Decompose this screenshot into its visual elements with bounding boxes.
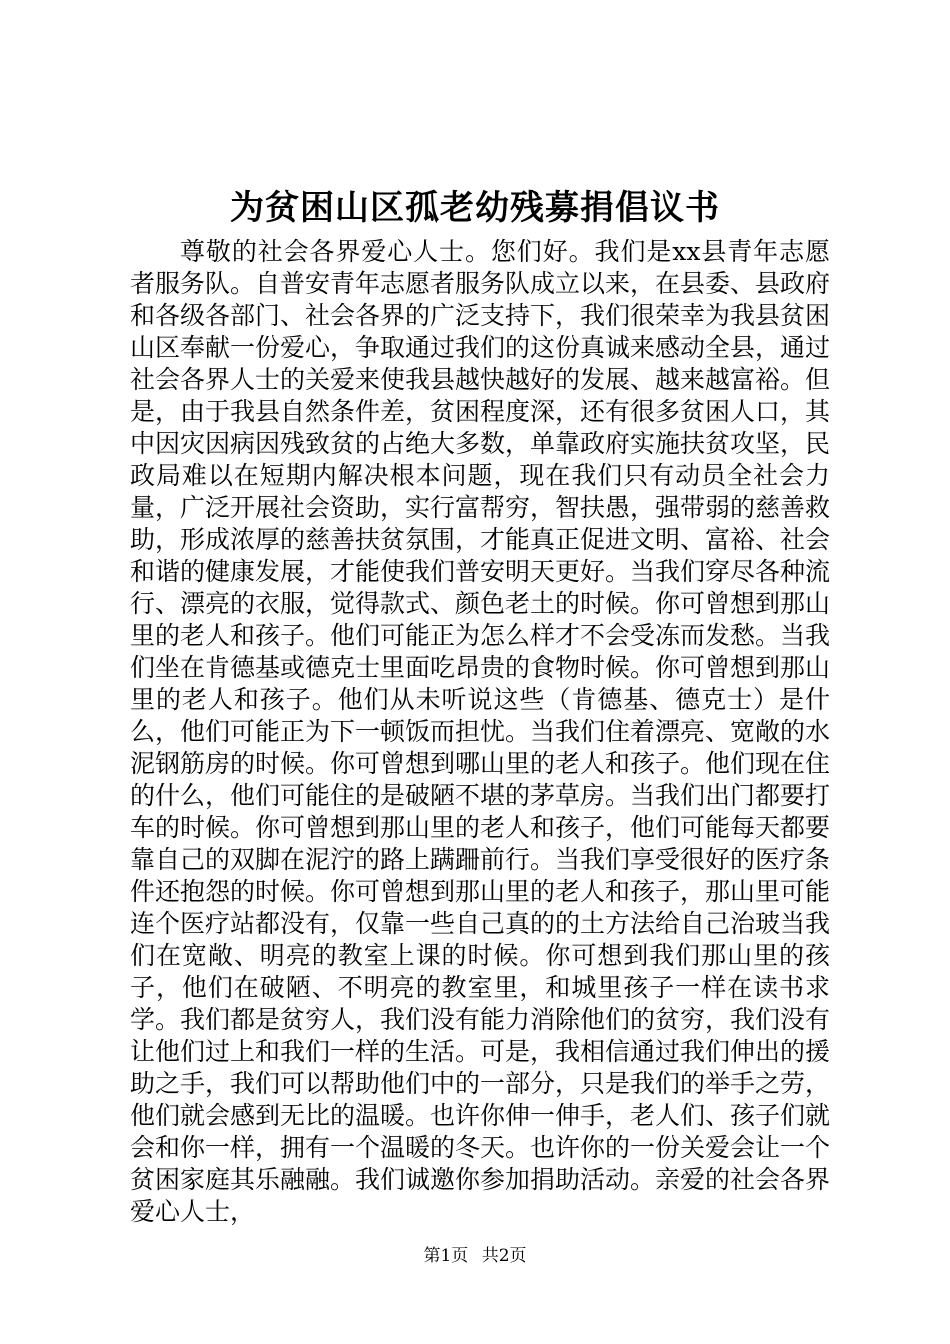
page-footer [0,1244,950,1268]
page-number-current: 第1页 [423,1246,469,1266]
document-title: 为贫困山区孤老幼残募捐倡议书 [230,188,720,228]
page-number-total: 共2页 [481,1246,527,1266]
document-body: 尊敬的社会各界爱心人士。您们好。我们是xx县青年志愿者服务队。自普安青年志愿者服务队成立以来，在县委、县政府和各级各部门、社会各界的广泛支持下，我们很荣幸为我县贫困山区奉献一份爱心，争取通过我们的这份真诚来感动全县，通过社会各界人士的关爱来使我县越快越好的发展、越来越富裕。但是，由于我县自然条件差，贫困程度深，还有很多贫困人口，其中因灾因病因残致贫的占绝大多数，单靠政府实施扶贫攻坚，民政局难以在短期内解决根本问题，现在我们只有动员全社会力量，广泛开展社会资助，实行富帮穷，智扶愚，强带弱的慈善救助，形成浓厚的慈善扶贫氛围，才能真正促进文明、富裕、社会和谐的健康发展，才能使我们普安明天更好。当我们穿尽各种流行、漂亮的衣服，觉得款式、颜色老土的时候。你可曾想到那山里的老人和孩子。他们可能正为怎么样才不会受冻而发愁。当我们坐在肯德基或德克士里面吃昂贵的食物时候。你可曾想到那山里的老人和孩子。他们从未听说这些（肯德基、德克士）是什么，他们可能正为下一顿饭而担忧。当我们住着漂亮、宽敞的水泥钢筋房的时候。你可曾想到哪山里的老人和孩子。他们现在住的什么，他们可能住的是破陋不堪的茅草房。当我们出门都要打车的时候。你可曾想到那山里的老人和孩子，他们可能每天都要靠自己的双脚在泥泞的路上蹒跚前行。当我们享受很好的医疗条件还抱怨的时候。你可曾想到那山里的老人和孩子，那山里可能连个医疗站都没有，仅靠一些自己真的的土方法给自己治玻当我们在宽敞、明亮的教室上课的时候。你可想到我们那山里的孩子，他们在破陋、不明亮的教室里，和城里孩子一样在读书求学。我们都是贫穷人，我们没有能力消除他们的贫穷，我们没有让他们过上和我们一样的生活。可是，我相信通过我们伸出的援助之手，我们可以帮助他们中的一部分，只是我们的举手之劳，他们就会感到无比的温暖。也许你伸一伸手，老人们、孩子们就会和你一样，拥有一个温暖的冬天。也许你的一份关爱会让一个贫困家庭其乐融融。我们诚邀你参加捐助活动。亲爱的社会各界爱心人士， [130,237,831,1226]
